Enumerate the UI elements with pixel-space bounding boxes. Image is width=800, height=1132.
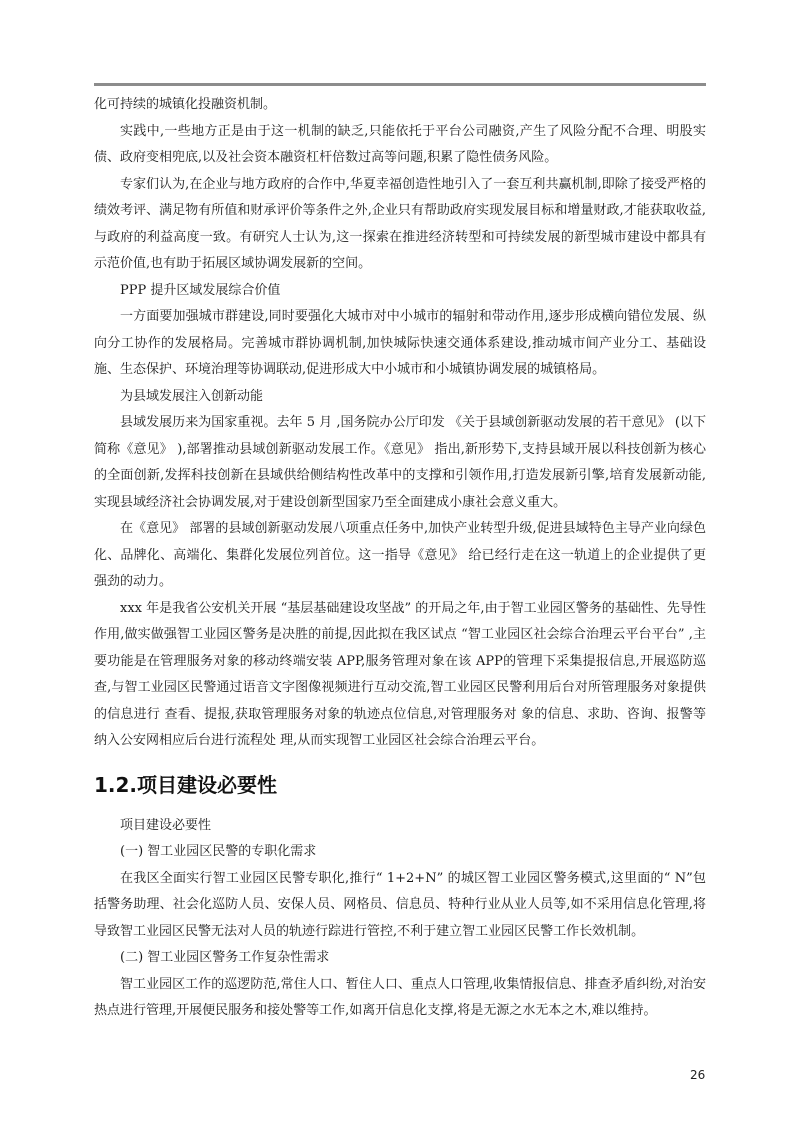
paragraph: 一方面要加强城市群建设,同时要强化大城市对中小城市的辐射和带动作用,逐步形成横向错位发展、纵向分工协作的发展格局。完善城市群协调机制,加快城际快速交通体系建设,推动城市间产业分工、基础设施、生态保护、环境治理等协调联动,促进形成大中小城市和小城镇协调发展的城镇格局。 xyxy=(94,309,706,377)
header-rule xyxy=(94,83,706,86)
paragraph: 专家们认为,在企业与地方政府的合作中,华夏幸福创造性地引入了一套互利共赢机制,即除了接受严格的绩效考评、满足物有所值和财承评价等条件之外,企业只有帮助政府实现发展目标和增量财政,才能获取收益,与政府的利益高度一致。有研究人士认为,这一探索在推进经济转型和可持续发展的新型城市建设中都具有示范价值,也有助于拓展区域协调发展新的空间。 xyxy=(94,176,706,271)
paragraph: 在我区全面实行智工业园区民警专职化,推行“ 1+2+N” 的城区智工业园区警务模式,这里面的“ N”包括警务助理、社会化巡防人员、安保人员、网格员、信息员、特种行业从业人员等,如不采用信息化管理,将导致智工业园区民警无法对人员的轨迹行踪进行管控,不利于建立智工业园区民警工作长效机制。 xyxy=(94,870,706,939)
paragraph: 智工业园区工作的巡逻防范,常住人口、暂住人口、重点人口管理,收集情报信息、排查矛盾纠纷,对治安热点进行管理,开展便民服务和接处警等工作,如离开信息化支撑,将是无源之水无本之木,难以维持。 xyxy=(94,976,706,1018)
subheading: 为县域发展注入创新动能 xyxy=(120,388,264,404)
page-number: 26 xyxy=(690,1068,706,1082)
subheading: 项目建设必要性 xyxy=(120,817,212,833)
document-body xyxy=(94,92,706,1025)
paragraph: 实践中,一些地方正是由于这一机制的缺乏,只能依托于平台公司融资,产生了风险分配不合理、明股实债、政府变相兜底,以及社会资本融资杠杆倍数过高等问题,积累了隐性债务风险。 xyxy=(94,123,706,165)
subheading: (一) 智工业园区民警的专职化需求 xyxy=(120,844,317,859)
subheading: (二) 智工业园区警务工作复杂性需求 xyxy=(120,950,330,965)
paragraph: xxx 年是我省公安机关开展 “基层基础建设攻坚战” 的开局之年,由于智工业园区警务的基础性、先导性作用,做实做强智工业园区警务是决胜的前提,因此拟在我区试点 “智工业园区社会综合治理云平台平台” ,主要功能是在管理服务对象的移动终端安装 APP,服务管理对象在该 APP的管理下采集提报信息,开展巡防巡查,与智工业园区民警通过语音文字图像视频进行互动交流,智工业园区民警利用后台对所管理服务对象提供的信息进行 查看、提报,获取管理服务对象的轨迹点位信息,对管理服务对 象的信息、求助、咨询、报警等纳入公安网相应后台进行流程处 理,从而实现智工业园区社会综合治理云平台。 xyxy=(94,600,706,748)
subheading: PPP 提升区域发展综合价值 xyxy=(120,282,281,298)
paragraph: 化可持续的城镇化投融资机制。 xyxy=(94,97,277,112)
paragraph: 县域发展历来为国家重视。去年 5 月 ,国务院办公厅印发 《关于县域创新驱动发展的若干意见》 (以下简称《意见》 ),部署推动县域创新驱动发展工作。《意见》 指出,新形势下,支持县域开展以科技创新为核心的全面创新,发挥科技创新在县域供给侧结构性改革中的支撑和引领作用,打造发展新引擎,培育发展新动能,实现县域经济社会协调发展,对于建设创新型国家乃至全面建成小康社会意义重大。 xyxy=(94,415,706,510)
paragraph: 在《意见》 部署的县域创新驱动发展八项重点任务中,加快产业转型升级,促进县域特色主导产业向绿色化、品牌化、高端化、集群化发展位列首位。这一指导《意见》 给已经行走在这一轨道上的企业提供了更强劲的动力。 xyxy=(94,521,706,589)
section-heading: 1.2.项目建设必要性 xyxy=(94,772,278,797)
